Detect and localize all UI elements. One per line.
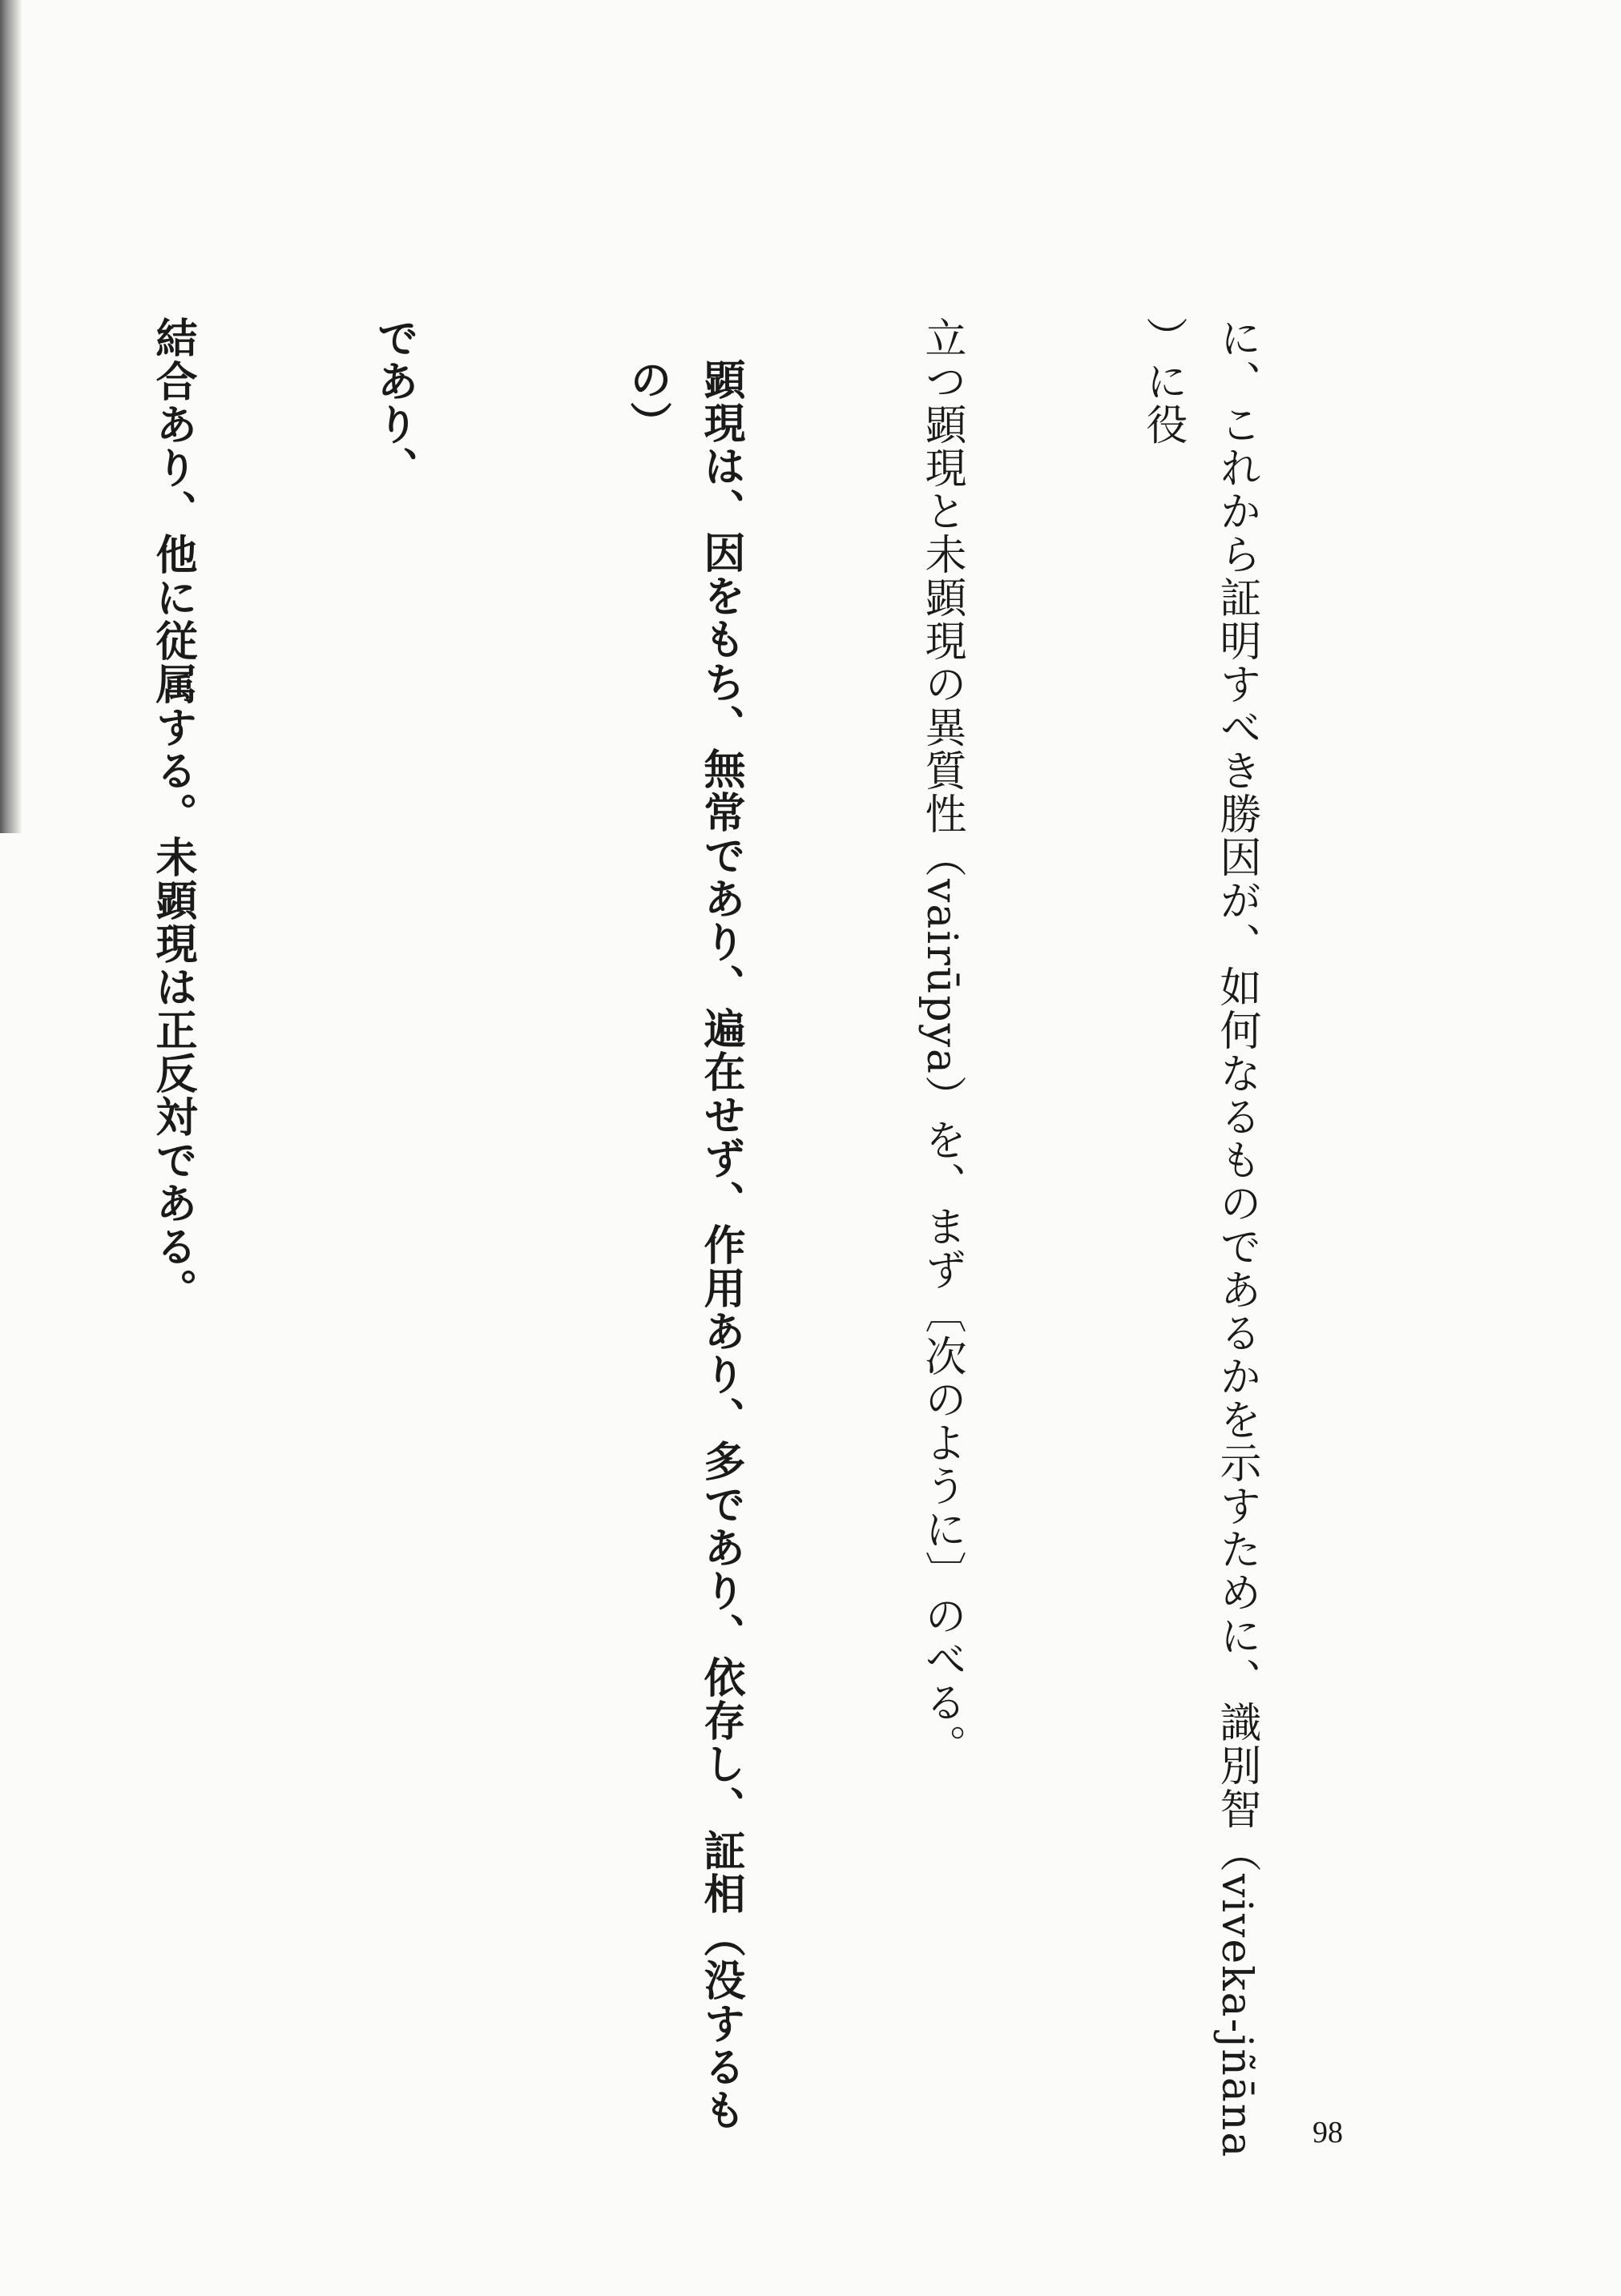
page-number: 98: [1313, 2116, 1343, 2149]
text-line: に、これから証明すべき勝因が、如何なるものであるかを示すために、識別智（viveka-jñāna ）に役: [1139, 316, 1260, 2173]
text-line: 立つ顕現と未顕現の異質性（vairūpya）を、まず〔次のように〕のべる。: [917, 316, 966, 1768]
verse-translation-line: であり、: [369, 316, 417, 489]
vertical-text-body: [0, 316, 1421, 2173]
verse-translation-line: 結合あり、他に従属する。未顕現は正反対である。: [148, 316, 196, 1311]
verse-translation-line: 顕現は、因をもち、無常であり、遍在せず、作用あり、多であり、依存し、証相（没するもの）: [623, 358, 744, 2132]
